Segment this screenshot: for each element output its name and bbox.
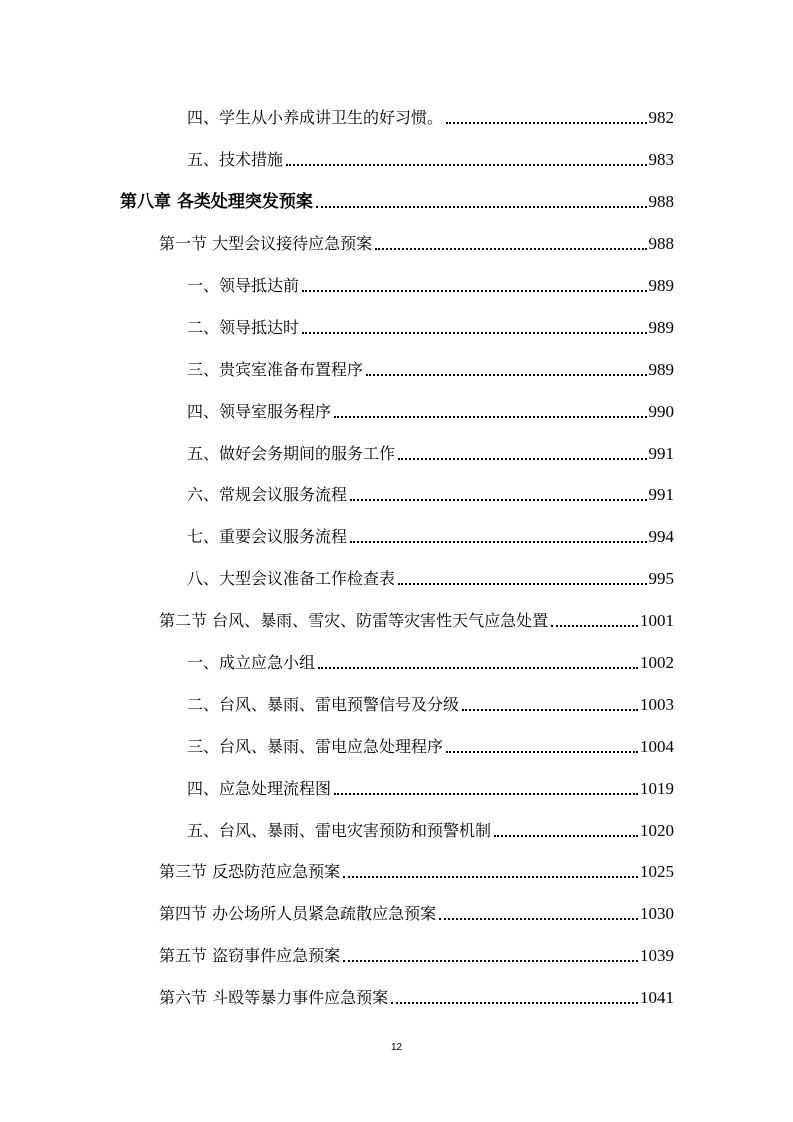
toc-entry-page: 1041 [640, 988, 674, 1007]
toc-dot-leader [343, 876, 638, 878]
toc-dot-leader [350, 499, 646, 501]
toc-entry[interactable] [187, 811, 674, 841]
toc-entry-page: 1030 [640, 904, 674, 923]
toc-entry-title: 第一节 大型会议接待应急预案 [159, 234, 373, 253]
toc-section-entry[interactable] [159, 224, 674, 254]
toc-dot-leader [334, 793, 638, 795]
toc-entry-title: 三、台风、暴雨、雷电应急处理程序 [187, 737, 444, 756]
toc-entry-title: 八、大型会议准备工作检查表 [187, 569, 396, 588]
toc-entry[interactable] [187, 350, 674, 380]
toc-entry[interactable] [187, 140, 674, 170]
toc-dot-leader [302, 290, 646, 292]
toc-entry-page: 990 [648, 402, 674, 421]
toc-entry[interactable] [187, 475, 674, 505]
toc-dot-leader [316, 206, 647, 208]
toc-entry-title: 第六节 斗殴等暴力事件应急预案 [159, 988, 389, 1007]
toc-chapter-entry[interactable] [120, 182, 674, 212]
toc-entry-page: 1019 [640, 779, 674, 798]
toc-entry-page: 994 [648, 527, 674, 546]
toc-entry[interactable] [187, 643, 674, 673]
toc-dot-leader [398, 583, 646, 585]
toc-entry-title: 四、学生从小养成讲卫生的好习惯。 [187, 108, 444, 127]
toc-section-entry[interactable] [159, 978, 674, 1008]
toc-entry-page: 1003 [640, 695, 674, 714]
toc-entry-page: 989 [648, 276, 674, 295]
toc-section-entry[interactable] [159, 852, 674, 882]
toc-dot-leader [446, 122, 646, 124]
toc-dot-leader [551, 625, 638, 627]
toc-dot-leader [398, 458, 646, 460]
toc-entry-title: 五、技术措施 [187, 150, 284, 169]
toc-section-entry[interactable] [159, 601, 674, 631]
toc-entry[interactable] [187, 308, 674, 338]
toc-section-entry[interactable] [159, 894, 674, 924]
toc-entry-title: 二、领导抵达时 [187, 318, 300, 337]
toc-entry[interactable] [187, 769, 674, 799]
toc-entry[interactable] [187, 266, 674, 296]
toc-entry[interactable] [187, 685, 674, 715]
toc-entry-title: 七、重要会议服务流程 [187, 527, 348, 546]
toc-dot-leader [366, 374, 646, 376]
page-number: 12 [390, 1042, 403, 1053]
toc-entry[interactable] [187, 98, 674, 128]
toc-entry-page: 991 [648, 485, 674, 504]
toc-entry-page: 991 [648, 444, 674, 463]
toc-dot-leader [286, 164, 646, 166]
toc-entry[interactable] [187, 434, 674, 464]
toc-entry-page: 1025 [640, 862, 674, 881]
toc-entry[interactable] [187, 727, 674, 757]
toc-entry-title: 五、做好会务期间的服务工作 [187, 444, 396, 463]
toc-entry-title: 第四节 办公场所人员紧急疏散应急预案 [159, 904, 437, 923]
toc-entry-title: 四、应急处理流程图 [187, 779, 332, 798]
toc-entry-page: 1004 [640, 737, 674, 756]
toc-dot-leader [334, 416, 646, 418]
toc-entry-page: 988 [648, 234, 674, 253]
toc-entry-page: 1039 [640, 946, 674, 965]
toc-entry-page: 1002 [640, 653, 674, 672]
toc-dot-leader [462, 709, 638, 711]
toc-dot-leader [302, 332, 646, 334]
toc-entry-title: 第二节 台风、暴雨、雪灾、防雷等灾害性天气应急处置 [159, 611, 549, 630]
toc-dot-leader [375, 248, 646, 250]
toc-dot-leader [343, 960, 638, 962]
toc-dot-leader [391, 1002, 638, 1004]
toc-entry-title: 三、贵宾室准备布置程序 [187, 360, 364, 379]
toc-entry-title: 第五节 盗窃事件应急预案 [159, 946, 341, 965]
toc-entry-title: 六、常规会议服务流程 [187, 485, 348, 504]
toc-dot-leader [439, 918, 638, 920]
toc-entry[interactable] [187, 559, 674, 589]
toc-dot-leader [494, 835, 638, 837]
toc-dot-leader [446, 751, 638, 753]
toc-entry-page: 1001 [640, 611, 674, 630]
toc-entry-page: 983 [648, 150, 674, 169]
toc-entry-title: 第三节 反恐防范应急预案 [159, 862, 341, 881]
toc-entry-title: 一、成立应急小组 [187, 653, 316, 672]
toc-entry[interactable] [187, 392, 674, 422]
toc-section-entry[interactable] [159, 936, 674, 966]
toc-entry-page: 989 [648, 360, 674, 379]
toc-entry-page: 988 [648, 192, 674, 211]
toc-dot-leader [318, 667, 638, 669]
toc-entry-title: 一、领导抵达前 [187, 276, 300, 295]
toc-entry-page: 1020 [640, 821, 674, 840]
toc-entry-page: 995 [648, 569, 674, 588]
toc-entry-title: 五、台风、暴雨、雷电灾害预防和预警机制 [187, 821, 492, 840]
toc-entry-page: 989 [648, 318, 674, 337]
toc-entry-title: 四、领导室服务程序 [187, 402, 332, 421]
toc-entry-page: 982 [648, 108, 674, 127]
toc-dot-leader [350, 541, 646, 543]
toc-entry-title: 第八章 各类处理突发预案 [120, 192, 313, 212]
toc-entry[interactable] [187, 517, 674, 547]
toc-entry-title: 二、台风、暴雨、雷电预警信号及分级 [187, 695, 460, 714]
